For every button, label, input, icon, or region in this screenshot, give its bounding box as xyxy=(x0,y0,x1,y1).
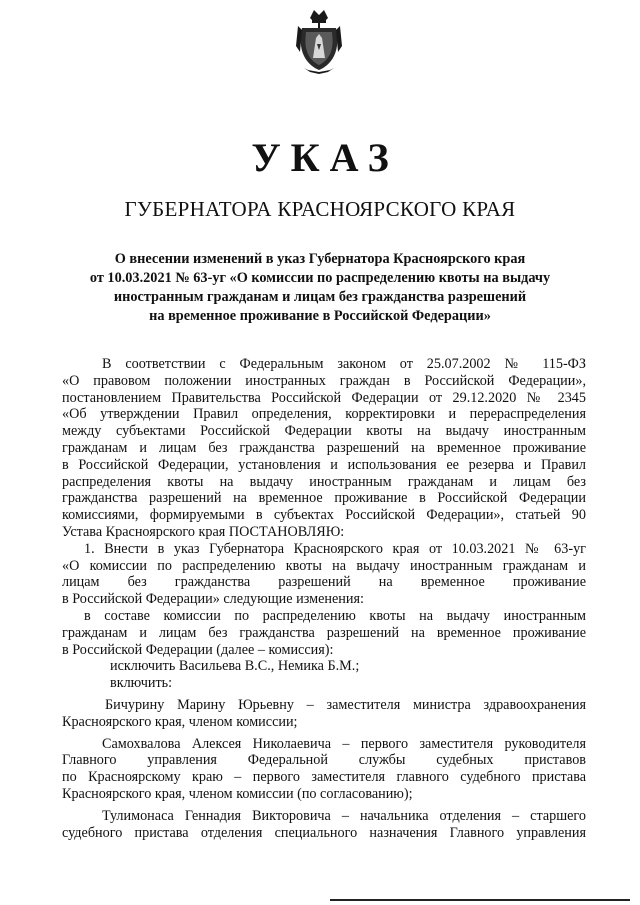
body-line: лицам без гражданства разрешений на временное проживание xyxy=(62,574,586,591)
body-line: комиссиями, формируемыми в субъектах Российской Федерации», статьей 90 xyxy=(62,507,586,524)
document-title: УКАЗ xyxy=(251,135,399,180)
body-line: Главного управления Федеральной службы судебных приставов xyxy=(62,752,586,769)
body-line: 1. Внести в указ Губернатора Красноярского края от 10.03.2021 № 63-уг xyxy=(84,540,586,557)
body-line: судебного пристава отделения специального назначения Главного управления xyxy=(62,824,586,841)
heading-line: от 10.03.2021 № 63-уг «О комиссии по распределению квоты на выдачу xyxy=(89,270,551,286)
body-line: «О комиссии по распределению квоты на выдачу иностранным гражданам и xyxy=(62,557,586,574)
body-line: гражданам и лицам без гражданства разрешений на временное проживание xyxy=(62,439,586,456)
coat-of-arms-icon xyxy=(296,6,342,76)
body-line: «Об утверждении Правил определения, корректировки и перераспределения xyxy=(62,406,586,423)
body-line: гражданства разрешений на временное проживание в Российской Федерации xyxy=(62,490,586,507)
heading-line: О внесении изменений в указ Губернатора Красноярского края xyxy=(114,251,526,267)
body-line: В соответствии с Федеральным законом от 25.07.2002 № 115-ФЗ xyxy=(102,356,586,372)
body-line: Красноярского края, членом комиссии (по согласованию); xyxy=(62,785,413,802)
body-line: в Российской Федерации» следующие изменения: xyxy=(62,591,364,608)
body-line: в Российской Федерации, установления и использования ее резерва и Правил xyxy=(62,456,586,473)
issuer-subtitle: ГУБЕРНАТОРА КРАСНОЯРСКОГО КРАЯ xyxy=(124,197,516,221)
decree-body xyxy=(62,356,586,841)
body-line: исключить Васильева В.С., Немика Б.М.; xyxy=(110,658,360,675)
heading-line: иностранным гражданам и лицам без гражданства разрешений xyxy=(113,289,527,305)
body-line: по Красноярскому краю – первого заместителя главного судебного пристава xyxy=(62,769,586,786)
body-line: включить: xyxy=(110,675,173,692)
body-line: постановлением Правительства Российской Федерации от 29.12.2020 № 2345 xyxy=(62,389,586,406)
body-line: между субъектами Российской Федерации квоты на выдачу иностранным xyxy=(62,423,586,440)
footer-rule xyxy=(330,899,630,901)
body-line: распределения квоты на выдачу иностранным гражданам и лицам без xyxy=(62,473,586,490)
body-line: в составе комиссии по распределению квоты на выдачу иностранным xyxy=(84,607,586,624)
heading-line: на временное проживание в Российской Федерации» xyxy=(149,308,491,324)
body-line: в Российской Федерации (далее – комиссия): xyxy=(62,641,334,658)
body-line: «О правовом положении иностранных граждан в Российской Федерации», xyxy=(62,372,586,389)
body-line: Тулимонаса Геннадия Викторовича – начальника отделения – старшего xyxy=(102,807,586,824)
body-line: Бичурину Марину Юрьевну – заместителя министра здравоохранения xyxy=(105,696,586,713)
body-line: гражданам и лицам без гражданства разрешений на временное проживание xyxy=(62,624,586,641)
body-line: Самохвалова Алексея Николаевича – первого заместителя руководителя xyxy=(102,735,586,752)
body-line: Красноярского края, членом комиссии; xyxy=(62,713,298,730)
decree-heading xyxy=(60,250,580,326)
body-line: Устава Красноярского края ПОСТАНОВЛЯЮ: xyxy=(62,523,345,540)
